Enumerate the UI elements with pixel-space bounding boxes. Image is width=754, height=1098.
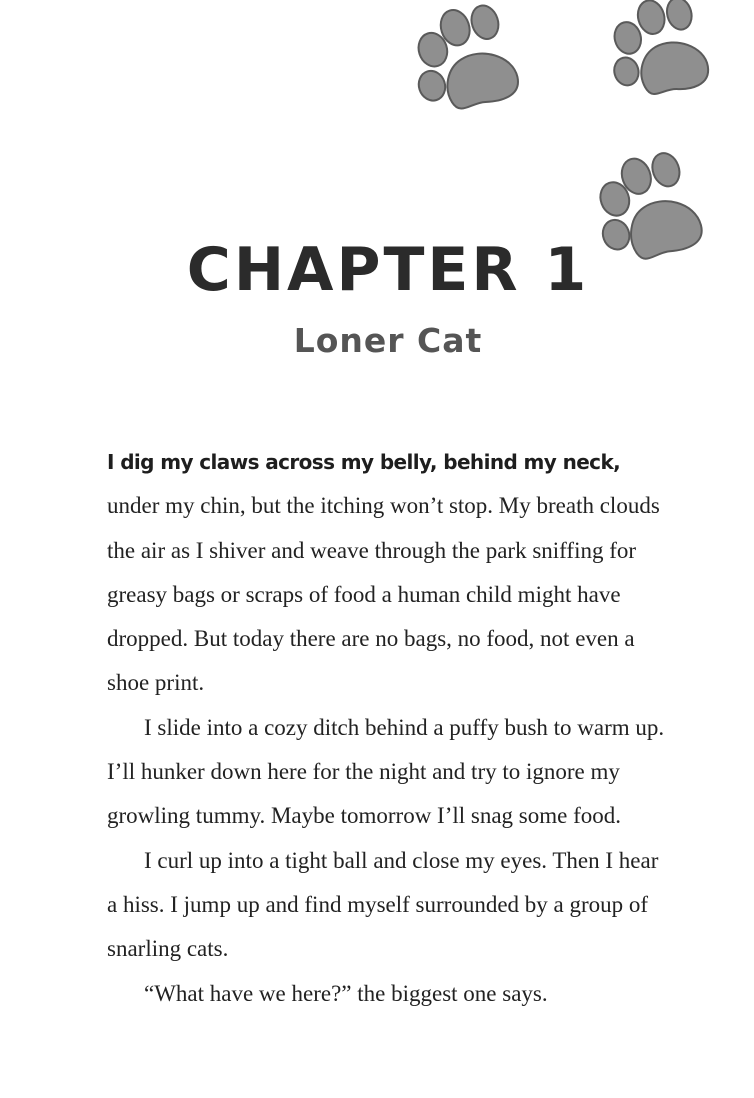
- paw-print-icon: [400, 0, 532, 122]
- paragraph: [107, 440, 669, 706]
- paragraph-text: I curl up into a tight ball and close my eyes. Then I hear a hiss. I jump up and find myself surrounded by a group of snarling cats.: [107, 847, 659, 962]
- chapter-heading: CHAPTER 1: [186, 235, 590, 305]
- paragraph-text: under my chin, but the itching won’t stop. My breath clouds the air as I shiver and weave through the park sniffing for greasy bags or scraps of food a human child might have dropped. But today there are no bags, no food, not even a shoe print.: [107, 493, 660, 696]
- paw-print-icon: [598, 0, 722, 108]
- paragraph: [107, 839, 669, 972]
- lead-in-text: I dig my claws across my belly, behind my neck,: [107, 450, 621, 474]
- paragraph-text: “What have we here?” the biggest one says.: [144, 980, 548, 1006]
- chapter-title: Loner Cat: [293, 321, 483, 360]
- paragraph: [107, 972, 669, 1016]
- paragraph-text: I slide into a cozy ditch behind a puffy bush to warm up. I’ll hunker down here for the night and try to ignore my growling tummy. Maybe tomorrow I’ll snag some food.: [107, 714, 665, 829]
- chapter-body: [107, 440, 669, 1016]
- paragraph: [107, 706, 669, 839]
